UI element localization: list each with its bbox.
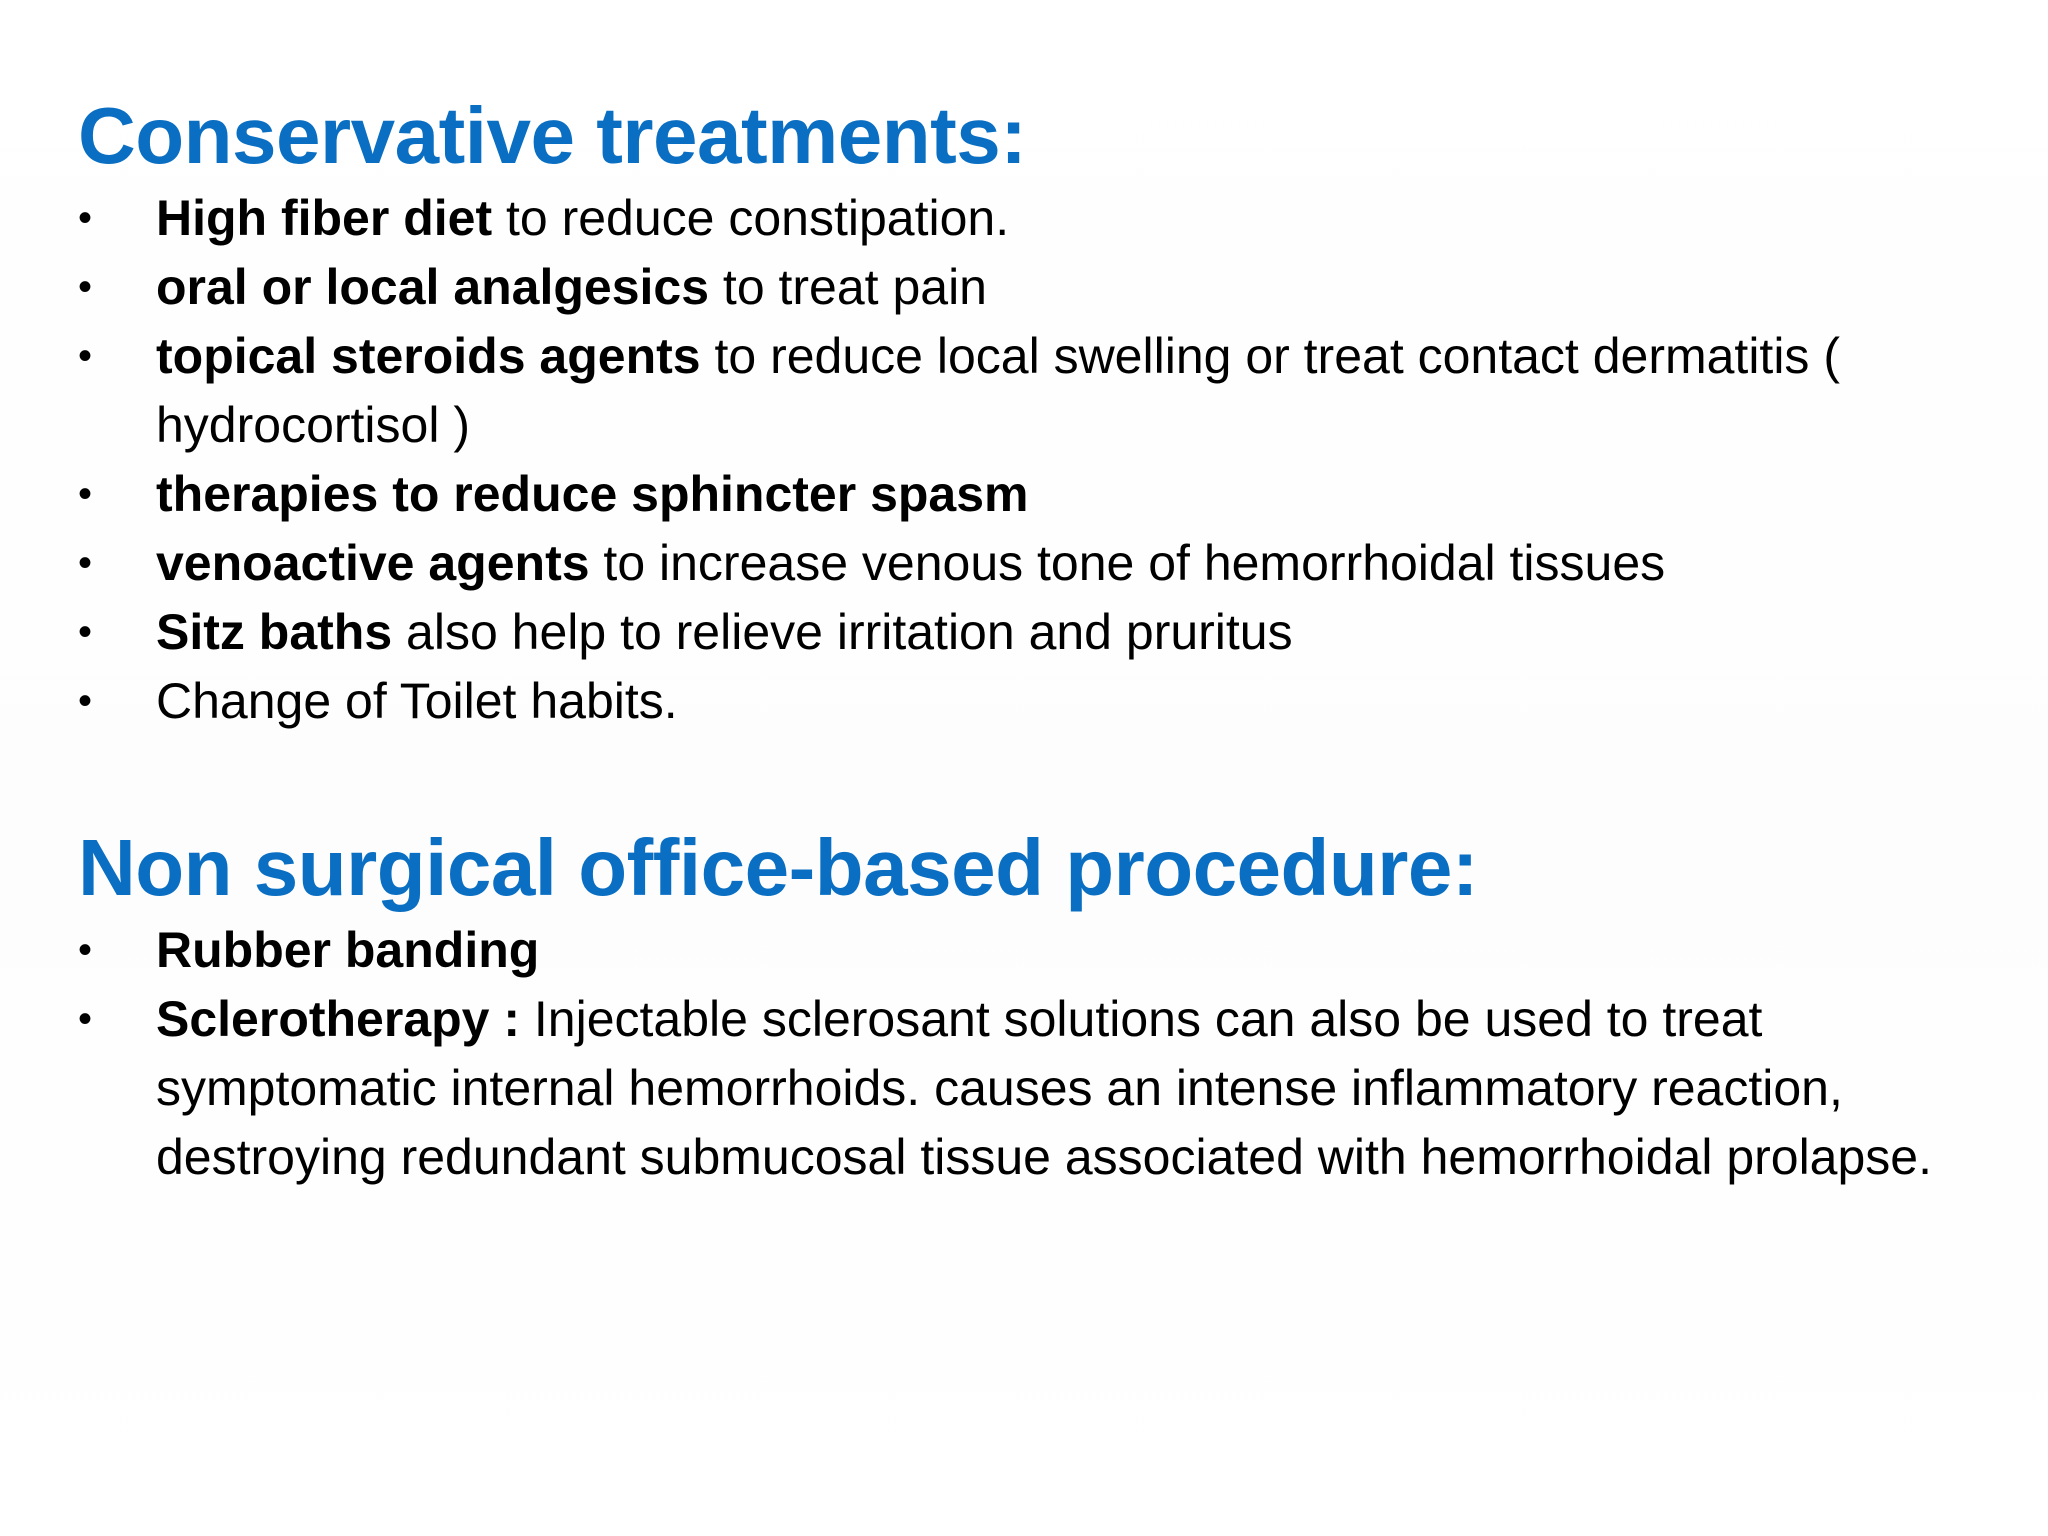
- item-description: Injectable sclerosant solutions can also be used to treat symptomatic internal hemorrhoids. causes an intense inflammatory reaction, destroying redundant submucosal tissue associated with hemorrhoidal prolapse.: [156, 991, 1933, 1185]
- item-term: High fiber diet: [156, 190, 493, 246]
- office-procedure-section: [78, 820, 1978, 1192]
- item-description: Change of Toilet habits.: [156, 673, 678, 729]
- bullet-icon: •: [78, 928, 93, 972]
- bullet-icon: •: [78, 997, 93, 1041]
- conservative-treatments-list: [78, 184, 1978, 736]
- item-description: to reduce local swelling or treat contact dermatitis ( hydrocortisol ): [156, 328, 1840, 453]
- bullet-icon: •: [78, 541, 93, 585]
- item-description: also help to relieve irritation and pruritus: [392, 604, 1293, 660]
- list-item: [78, 529, 1978, 598]
- list-item: [78, 460, 1978, 529]
- section-heading-procedure: Non surgical office-based procedure:: [78, 823, 1479, 912]
- list-item: [78, 667, 1978, 736]
- item-term: therapies to reduce sphincter spasm: [156, 466, 1029, 522]
- item-term: Sclerotherapy :: [156, 991, 521, 1047]
- item-term: venoactive agents: [156, 535, 590, 591]
- list-item: [78, 184, 1978, 253]
- list-item: [78, 253, 1978, 322]
- list-item: [78, 598, 1978, 667]
- item-term: Rubber banding: [156, 922, 540, 978]
- item-term: oral or local analgesics: [156, 259, 710, 315]
- section-heading-conservative: Conservative treatments:: [78, 91, 1027, 180]
- list-item: [78, 322, 1978, 460]
- item-term: topical steroids agents: [156, 328, 701, 384]
- list-item: [78, 985, 1978, 1192]
- bullet-icon: •: [78, 265, 93, 309]
- item-description: to treat pain: [709, 259, 987, 315]
- office-procedure-list: [78, 916, 1978, 1192]
- bullet-icon: •: [78, 679, 93, 723]
- list-item: [78, 916, 1978, 985]
- item-term: Sitz baths: [156, 604, 393, 660]
- item-description: to reduce constipation.: [492, 190, 1010, 246]
- bullet-icon: •: [78, 334, 93, 378]
- bullet-icon: •: [78, 610, 93, 654]
- bullet-icon: •: [78, 472, 93, 516]
- item-description: to increase venous tone of hemorrhoidal tissues: [589, 535, 1666, 591]
- conservative-treatments-section: [78, 88, 1978, 736]
- bullet-icon: •: [78, 196, 93, 240]
